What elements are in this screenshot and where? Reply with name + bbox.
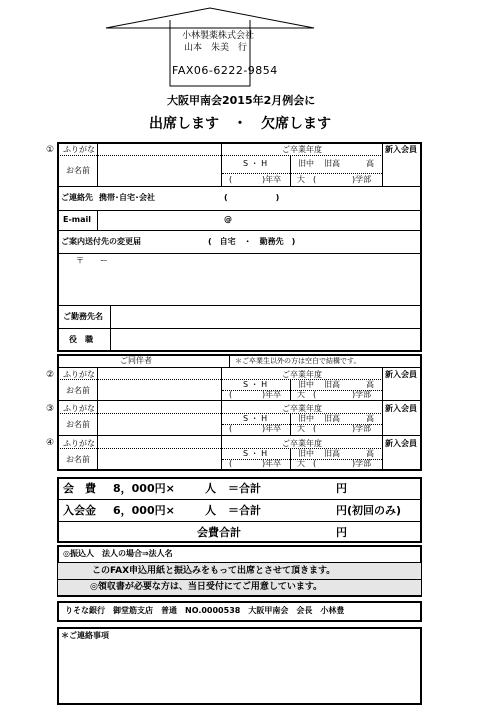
paren-open: ( <box>229 424 233 433</box>
entry-fee-label: 入会金 <box>63 504 96 517</box>
fee-persons[interactable]: 人 <box>205 482 216 495</box>
row-number: ① <box>46 145 55 155</box>
grad-year-label: ご卒業年度 <box>282 370 322 379</box>
bank-info: りそな銀行 御堂筋支店 普通 NO.0000538 大阪甲南会 会長 小林豊 <box>65 606 345 615</box>
grad-year-label: ご卒業年度 <box>282 404 322 413</box>
fax-number: FAX06-6222-9854 <box>172 64 278 77</box>
university: 大 ( <box>297 175 317 184</box>
position-input[interactable] <box>111 329 420 351</box>
new-member-label[interactable]: 新入会員 <box>385 439 417 448</box>
companions-note: ＊ご卒業生以外の方は空白で結構です。 <box>235 357 361 365</box>
furigana-label: ふりがな <box>63 145 95 154</box>
company-name: 小林製薬株式会社 <box>182 31 255 41</box>
entry-persons[interactable]: 人 <box>205 504 216 517</box>
high-school[interactable]: 高 <box>366 414 374 423</box>
transfer-note: ◎振込人 法人の場合⇒法人名 <box>63 549 173 558</box>
old-middle[interactable]: 旧中 <box>298 414 314 423</box>
era-choice[interactable]: S ・ H <box>243 380 268 389</box>
university: 大 ( <box>297 424 317 433</box>
fee-amount: 8，000円× <box>113 482 175 495</box>
grand-total-label: 会費合計 <box>197 526 241 539</box>
old-middle[interactable]: 旧中 <box>298 159 314 168</box>
faculty: )学部 <box>352 390 372 399</box>
paren-open: ( <box>229 175 233 184</box>
entry-total-label: ＝合計 <box>228 504 261 517</box>
address-input[interactable] <box>58 254 420 304</box>
grad-year-label: ご卒業年度 <box>282 439 322 448</box>
era-choice[interactable]: S ・ H <box>243 414 268 423</box>
remarks-label: ＊ご連絡事項 <box>61 631 109 640</box>
fee-total-label: ＝合計 <box>228 482 261 495</box>
paren-open: ( <box>229 459 233 468</box>
furigana-label: ふりがな <box>63 370 95 379</box>
faculty: )学部 <box>352 424 372 433</box>
remarks-box[interactable] <box>57 627 422 705</box>
year-grad: )年卒 <box>262 175 282 184</box>
university: 大 ( <box>297 390 317 399</box>
faculty: )学部 <box>352 175 372 184</box>
companions-title: ご同伴者 <box>120 356 152 365</box>
event-title: 大阪甲南会2015年2月例会に <box>167 94 316 107</box>
era-choice[interactable]: S ・ H <box>243 449 268 458</box>
year-grad: )年卒 <box>262 459 282 468</box>
address-change-options[interactable]: ( 自宅 ・ 勤務先 ) <box>208 237 296 246</box>
new-member-label[interactable]: 新入会員 <box>385 145 417 154</box>
furigana-input[interactable] <box>98 143 221 155</box>
email-at: @ <box>224 215 232 224</box>
old-middle[interactable]: 旧中 <box>298 380 314 389</box>
new-member-label[interactable]: 新入会員 <box>385 370 417 379</box>
year-grad: )年卒 <box>262 424 282 433</box>
entry-fee-amount: 6，000円× <box>113 504 175 517</box>
high-school[interactable]: 高 <box>366 380 374 389</box>
university: 大 ( <box>297 459 317 468</box>
furigana-label: ふりがな <box>63 404 95 413</box>
row-number: ③ <box>46 404 55 414</box>
high-school[interactable]: 高 <box>366 159 374 168</box>
old-high[interactable]: 旧高 <box>324 449 340 458</box>
row-number: ④ <box>46 438 55 448</box>
fee-yen[interactable]: 円 <box>336 482 347 495</box>
name-input[interactable] <box>98 156 221 186</box>
attendance-choice[interactable]: 出席します ・ 欠席します <box>149 116 331 132</box>
high-school[interactable]: 高 <box>366 449 374 458</box>
contact-paren[interactable]: ( ) <box>224 193 280 202</box>
era-choice[interactable]: S ・ H <box>243 159 268 168</box>
position-label: 役 職 <box>69 335 93 344</box>
new-member-label[interactable]: 新入会員 <box>385 404 417 413</box>
fax-note: このFAX申込用紙と振込みをもって出席とさせて頂きます。 <box>92 566 336 576</box>
name-label: お名前 <box>66 386 90 395</box>
grand-total-yen[interactable]: 円 <box>336 526 347 539</box>
contact-type[interactable]: 携帯･自宅･会社 <box>99 193 155 202</box>
old-middle[interactable]: 旧中 <box>298 449 314 458</box>
contact-label: ご連絡先 <box>61 193 93 202</box>
address-change-label: ご案内送付先の変更届 <box>61 237 141 246</box>
year-grad: )年卒 <box>262 390 282 399</box>
name-label: お名前 <box>66 166 90 175</box>
email-input[interactable] <box>98 211 420 230</box>
receipt-note: ◎領収書が必要な方は、当日受付にてご用意しています。 <box>90 582 323 592</box>
entry-yen[interactable]: 円(初回のみ) <box>336 504 402 517</box>
old-high[interactable]: 旧高 <box>324 159 340 168</box>
furigana-label: ふりがな <box>63 439 95 448</box>
grad-year-label: ご卒業年度 <box>282 145 322 154</box>
paren-open: ( <box>229 390 233 399</box>
row-number: ② <box>46 370 55 380</box>
name-label: お名前 <box>66 455 90 464</box>
email-label: E-mail <box>63 215 92 224</box>
recipient-name: 山本 朱美 行 <box>184 43 248 53</box>
fee-label: 会 費 <box>63 482 96 495</box>
postal-mark: 〒 ー <box>76 256 108 265</box>
name-label: お名前 <box>66 420 90 429</box>
old-high[interactable]: 旧高 <box>324 414 340 423</box>
workplace-label: ご勤務先名 <box>63 312 103 321</box>
faculty: )学部 <box>352 459 372 468</box>
workplace-input[interactable] <box>111 306 420 328</box>
old-high[interactable]: 旧高 <box>324 380 340 389</box>
